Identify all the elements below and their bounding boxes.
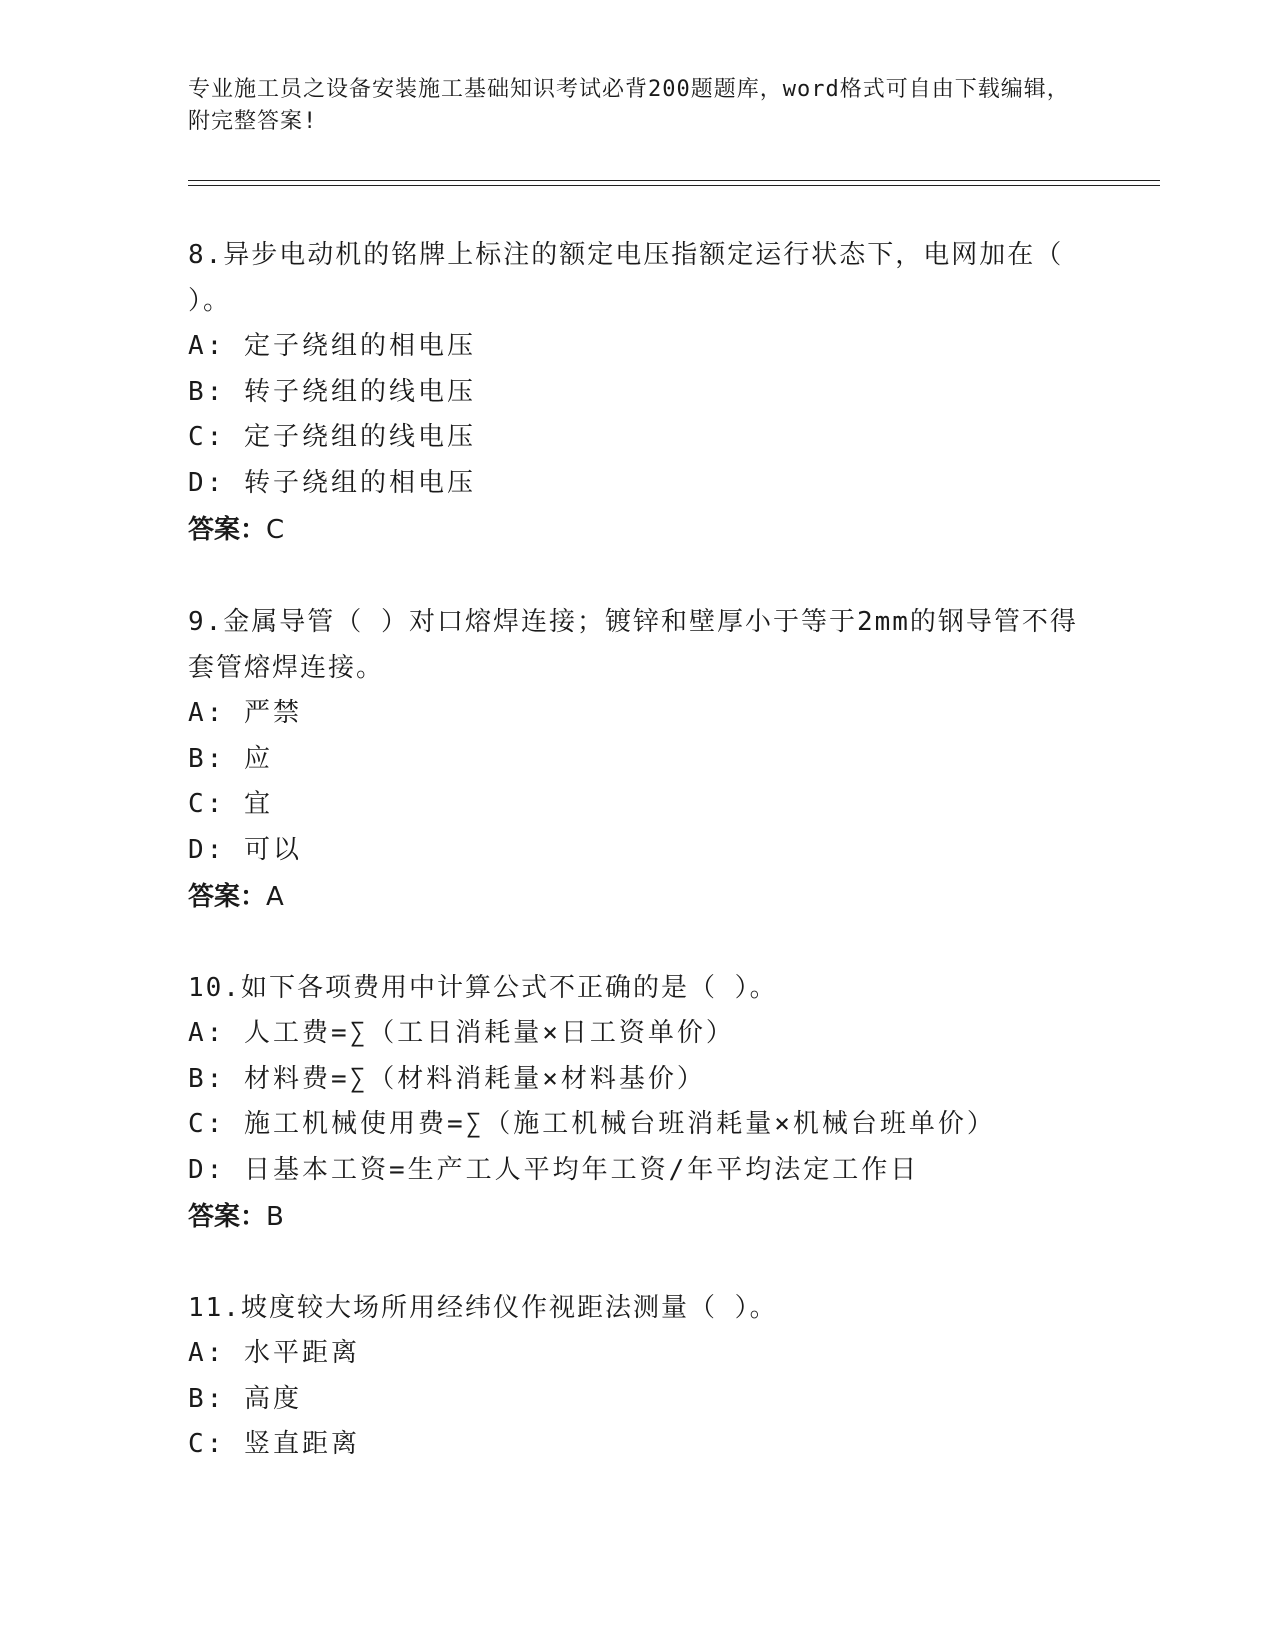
answer-line — [188, 874, 1088, 920]
option-c: C: 定子绕组的线电压 — [188, 422, 476, 452]
option-d: D: 转子绕组的相电压 — [188, 467, 476, 498]
question-9 — [188, 599, 1088, 920]
answer-line — [188, 1194, 1088, 1240]
option-b: B: 转子绕组的线电压 — [188, 376, 476, 407]
answer-label: 答案： — [188, 1202, 267, 1232]
option-d: D: 日基本工资=生产工人平均年工资/年平均法定工作日 — [188, 1154, 920, 1185]
answer-value: B — [266, 1202, 284, 1232]
question-stem: 9.金属导管（ ）对口熔焊连接；镀锌和壁厚小于等于2mm的钢导管不得套管熔焊连接。 — [188, 607, 1078, 683]
option-b: B: 应 — [188, 743, 273, 774]
document-header: 专业施工员之设备安装施工基础知识考试必背200题题库，word格式可自由下载编辑，附完整答案! — [188, 77, 1070, 134]
answer-value: A — [266, 882, 284, 912]
answer-label: 答案： — [188, 882, 267, 912]
answer-value: C — [266, 515, 285, 545]
question-stem: 10.如下各项费用中计算公式不正确的是（ ）。 — [188, 973, 778, 1003]
answer-label: 答案： — [188, 515, 267, 545]
option-a: A: 定子绕组的相电压 — [188, 331, 476, 361]
option-a: A: 水平距离 — [188, 1338, 360, 1368]
header-divider-top — [188, 180, 1160, 181]
answer-line — [188, 507, 1088, 553]
option-c: C: 竖直距离 — [188, 1429, 360, 1459]
option-a: A: 严禁 — [188, 698, 302, 728]
option-d: D: 可以 — [188, 834, 302, 865]
question-stem: 11.坡度较大场所用经纬仪作视距法测量（ ）。 — [188, 1293, 778, 1323]
option-b: B: 高度 — [188, 1383, 302, 1414]
question-8 — [188, 232, 1088, 553]
question-11 — [188, 1285, 1088, 1468]
option-c: C: 施工机械使用费=∑（施工机械台班消耗量×机械台班单价） — [188, 1109, 996, 1139]
option-c: C: 宜 — [188, 789, 273, 819]
option-a: A: 人工费=∑（工日消耗量×日工资单价） — [188, 1018, 735, 1048]
question-10 — [188, 965, 1088, 1240]
option-b: B: 材料费=∑（材料消耗量×材料基价） — [188, 1063, 706, 1094]
question-stem: 8.异步电动机的铭牌上标注的额定电压指额定运行状态下，电网加在（ ）。 — [188, 240, 1064, 316]
header-divider-bottom — [188, 185, 1160, 186]
